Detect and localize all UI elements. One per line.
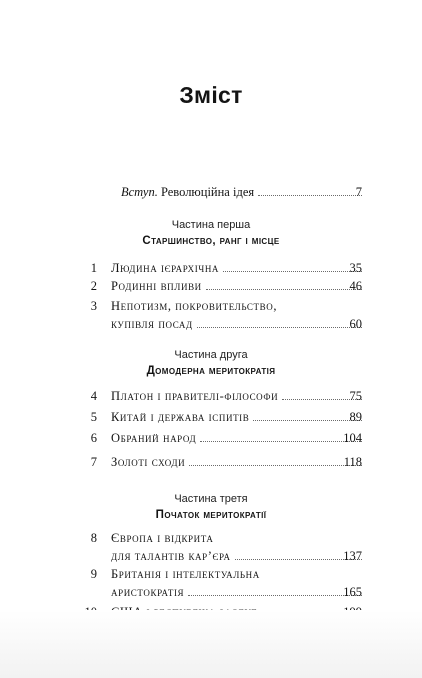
chapter-title: Платон і правителі-філософи xyxy=(111,389,279,403)
toc-page-number: 89 xyxy=(349,410,362,424)
part-heading xyxy=(0,493,422,521)
part-name: Початок меритократії xyxy=(155,509,267,521)
part-label: Частина друга xyxy=(174,349,248,361)
chapter-title-continued: аристократія xyxy=(111,585,185,599)
chapter-title-continued: для талантів кар’єра xyxy=(111,549,231,563)
chapter-number: 8 xyxy=(90,531,97,545)
part-label: Частина перша xyxy=(171,219,251,231)
part-heading xyxy=(0,219,422,247)
chapter-number: 1 xyxy=(90,261,97,275)
chapter-number: 2 xyxy=(90,279,97,293)
chapter-title: Непотизм, покровительство, xyxy=(111,299,278,313)
toc-page-number: 7 xyxy=(355,185,362,199)
intro-prefix: Вступ. xyxy=(121,185,158,199)
part-label: Частина третя xyxy=(174,493,248,505)
page-title: Зміст xyxy=(179,82,243,108)
chapter-title: Людина ієрархічна xyxy=(111,261,220,275)
chapter-number: 9 xyxy=(90,567,97,581)
chapter-title-continued: купівля посад xyxy=(111,317,193,331)
toc-page-number: 46 xyxy=(349,279,362,293)
toc-page-number: 118 xyxy=(343,455,362,469)
chapter-number: 6 xyxy=(90,431,97,445)
toc-page-number: 137 xyxy=(343,549,362,563)
chapter-title: Обраний народ xyxy=(111,431,197,445)
toc-page-number: 60 xyxy=(349,317,362,331)
chapter-title: Британія і інтелектуальна xyxy=(111,567,260,581)
chapter-title: Китай і держава іспитів xyxy=(111,410,250,424)
chapter-number: 3 xyxy=(90,299,97,313)
chapter-number: 4 xyxy=(90,389,97,403)
toc-page-number: 75 xyxy=(349,389,362,403)
chapter-title: Європа і відкрита xyxy=(111,531,214,545)
toc-page-number: 165 xyxy=(343,585,362,599)
intro-title: Революційна ідея xyxy=(160,185,255,199)
chapter-title: Родинні впливи xyxy=(111,279,202,293)
chapter-title: Золоті сходи xyxy=(111,455,186,469)
chapter-number: 7 xyxy=(90,455,97,469)
part-name: Домодерна меритократія xyxy=(146,365,276,377)
chapter-number: 5 xyxy=(90,410,97,424)
toc-page-number: 104 xyxy=(343,431,362,445)
page-shadow xyxy=(0,610,422,678)
toc-page-number: 35 xyxy=(349,261,362,275)
part-name: Старшинство, ранг і місце xyxy=(142,235,280,247)
toc-entry-title xyxy=(121,185,257,200)
part-heading xyxy=(0,349,422,377)
